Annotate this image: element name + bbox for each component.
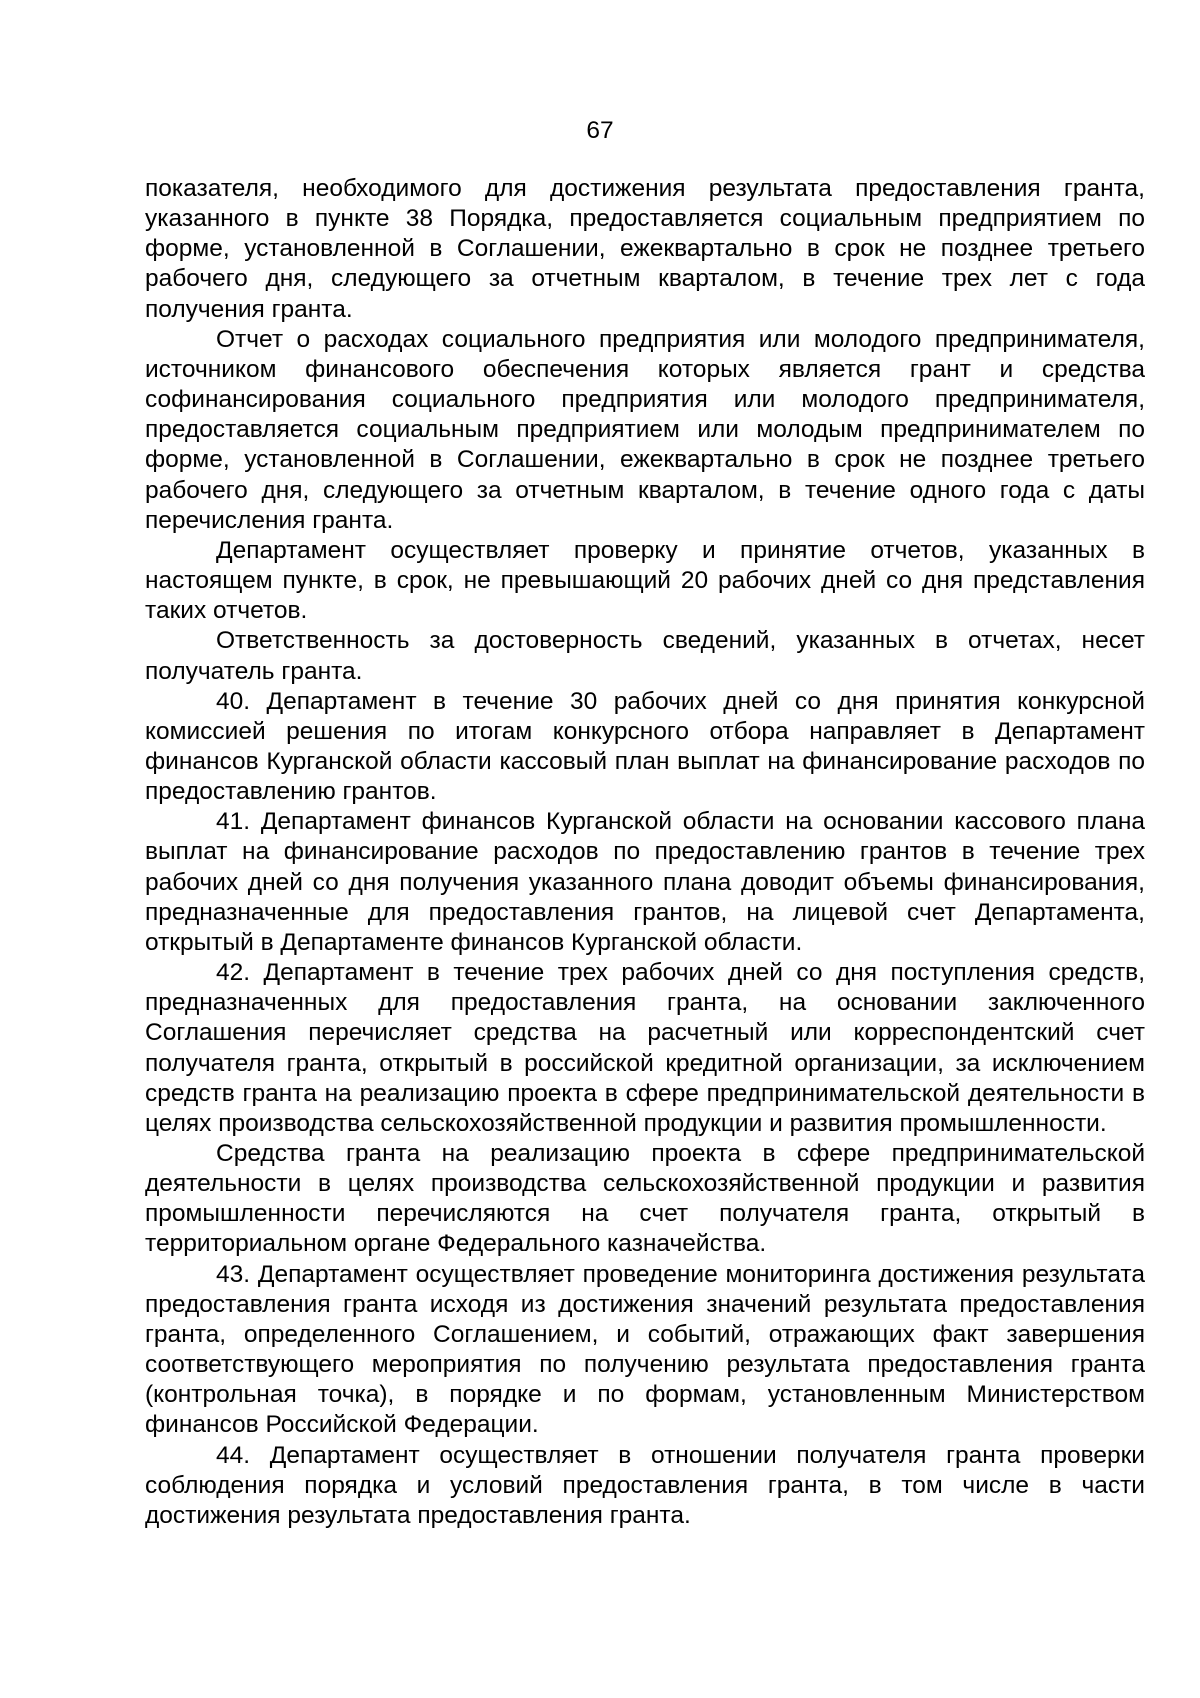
document-body xyxy=(145,174,1145,1531)
paragraph-responsibility: Ответственность за достоверность сведений, указанных в отчетах, несет получатель гранта. xyxy=(145,627,1145,685)
paragraph-treasury-transfer: Средства гранта на реализацию проекта в сфере предпринимательской деятельности в целях производства сельскохозяйственной продукции и развития промышленности перечисляются на счет получателя гранта, открытый в территориальном органе Федерального казначейства. xyxy=(145,1140,1145,1258)
paragraph-item-42: 42. Департамент в течение трех рабочих дней со дня поступления средств, предназначенных для предоставления гранта, на основании заключенного Соглашения перечисляет средства на расчетный или корреспондентский счет получателя гранта, открытый в российской кредитной организации, за исключением средств гранта на реализацию проекта в сфере предпринимательской деятельности в целях производства сельскохозяйственной продукции и развития промышленности. xyxy=(145,959,1145,1137)
paragraph-item-43: 43. Департамент осуществляет проведение мониторинга достижения результата предоставления гранта исходя из достижения значений результата предоставления гранта, определенного Соглашением, и событий, отражающих факт завершения соответствующего мероприятия по получению результата предоставления гранта (контрольная точка), в порядке и по формам, установленным Министерством финансов Российской Федерации. xyxy=(145,1260,1145,1439)
paragraph-expense-report: Отчет о расходах социального предприятия или молодого предпринимателя, источником финансового обеспечения которых является грант и средства софинансирования социального предприятия или молодого предпринимателя, предоставляется социальным предприятием или молодым предпринимателем по форме, установленной в Соглашении, ежеквартально в срок не позднее третьего рабочего дня, следующего за отчетным кварталом, в течение одного года с даты перечисления гранта. xyxy=(145,325,1145,534)
paragraph-item-40: 40. Департамент в течение 30 рабочих дней со дня принятия конкурсной комиссией решения по итогам конкурсного отбора направляет в Департамент финансов Курганской области кассовый план выплат на финансирование расходов по предоставлению грантов. xyxy=(145,687,1145,806)
page-number: 67 xyxy=(586,117,614,144)
paragraph-item-41: 41. Департамент финансов Курганской области на основании кассового плана выплат на финансирование расходов по предоставлению грантов в течение трех рабочих дней со дня получения указанного плана доводит объемы финансирования, предназначенные для предоставления грантов, на лицевой счет Департамента, открытый в Департаменте финансов Курганской области. xyxy=(145,808,1145,956)
paragraph-item-44: 44. Департамент осуществляет в отношении получателя гранта проверки соблюдения порядка и условий предоставления гранта, в том числе в части достижения результата предоставления гранта. xyxy=(145,1441,1145,1529)
paragraph-continuation: показателя, необходимого для достижения результата предоставления гранта, указанного в пункте 38 Порядка, предоставляется социальным предприятием по форме, установленной в Соглашении, ежеквартально в срок не позднее третьего рабочего дня, следующего за отчетным кварталом, в течение трех лет с года получения гранта. xyxy=(145,175,1145,323)
paragraph-report-review: Департамент осуществляет проверку и принятие отчетов, указанных в настоящем пункте, в срок, не превышающий 20 рабочих дней со дня представления таких отчетов. xyxy=(145,536,1145,625)
